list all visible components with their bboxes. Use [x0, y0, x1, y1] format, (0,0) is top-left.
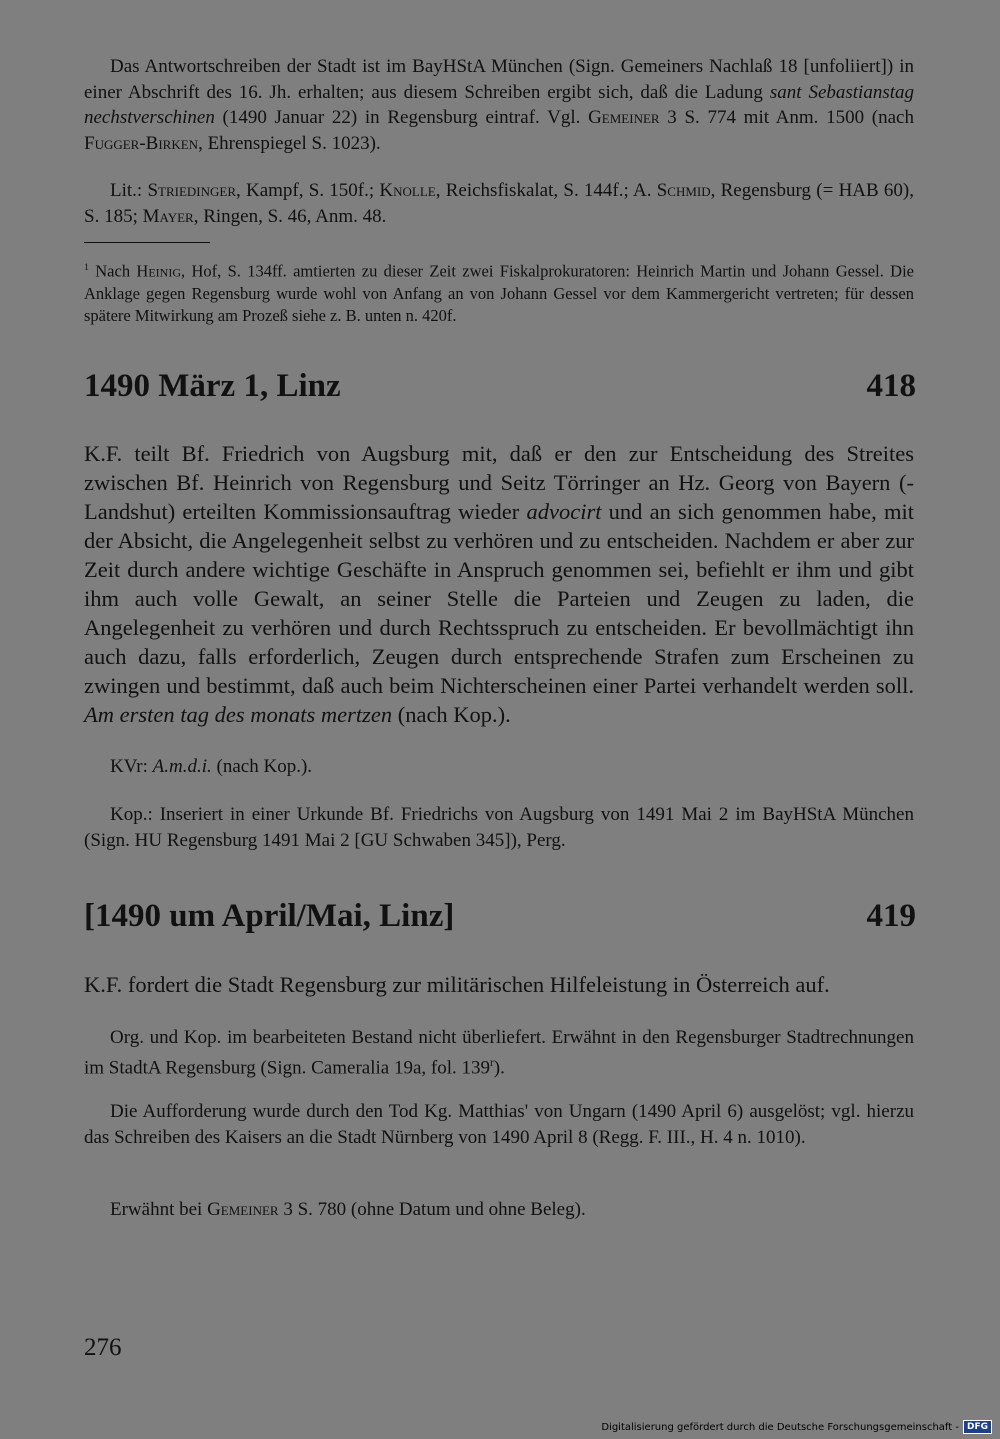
footnote-mark: 1	[84, 262, 89, 273]
entry-number: 419	[866, 898, 916, 934]
entry-title: 1490 März 1, Linz	[84, 368, 341, 404]
page-number: 276	[84, 1334, 122, 1361]
author-name: Gemeiner	[588, 107, 660, 128]
text: Org. und Kop. im bearbeiteten Bestand nicht überliefert. Erwähnt in den Regensburger Stadtrechnungen im StadtA Regensburg (Sign. Cameralia 19a, fol. 139	[84, 1027, 914, 1078]
entry-418-kop: Kop.: Inseriert in einer Urkunde Bf. Friedrichs von Augsburg von 1491 Mai 2 im BayHStA München (Sign. HU Regensburg 1491 Mai 2 [GU Schwaben 345]), Perg.	[84, 804, 914, 851]
dfg-logo-icon: DFG	[963, 1420, 992, 1434]
literature-paragraph	[84, 178, 914, 229]
text: (nach Kop.).	[211, 756, 313, 777]
author-name: Gemeiner	[207, 1199, 279, 1220]
text-italic: advocirt	[526, 499, 602, 524]
text: , Hof, S. 134ff. amtierten zu dieser Zeit zwei Fiskalprokuratoren: Heinrich Martin und Johann Gessel. Die Anklage gegen Regensburg wurde wohl von Anfang an von Johann Gessel vor dem Kammergericht vertreten; für dessen spätere Mitwirkung am Prozeß siehe z. B. unten n. 420f.	[84, 261, 914, 325]
text: (1490 Januar 22) in Regensburg eintraf. Vgl.	[214, 107, 589, 128]
text: , Reichsfiskalat, S. 144f.; A.	[435, 180, 657, 201]
entry-number: 418	[866, 368, 916, 404]
text-italic: A.m.d.i.	[152, 756, 212, 777]
text: , Kampf, S. 150f.;	[236, 180, 380, 201]
text: 3 S. 774 mit Anm. 1500 (nach	[659, 107, 914, 128]
text: 3 S. 780 (ohne Datum und ohne Beleg).	[278, 1199, 586, 1220]
footnote	[84, 257, 914, 327]
entry-419-erwaehnt	[84, 1197, 914, 1223]
text: Nach	[88, 261, 137, 281]
entry-title: [1490 um April/Mai, Linz]	[84, 898, 455, 934]
entry-419-summary: K.F. fordert die Stadt Regensburg zur militärischen Hilfeleistung in Österreich auf.	[84, 972, 830, 997]
author-name: Mayer	[142, 205, 194, 227]
author-name: Striedinger	[147, 180, 236, 201]
text-italic: Am ersten tag des monats mertzen	[84, 702, 393, 727]
intro-paragraph	[84, 54, 914, 156]
author-name: Heinig	[136, 261, 181, 281]
entry-419-heading	[84, 898, 916, 942]
text: (nach Kop.).	[392, 702, 511, 727]
text: Lit.:	[110, 180, 148, 201]
text: KVr:	[110, 756, 153, 777]
text: und an sich genommen habe, mit der Absicht, die Angelegenheit selbst zu verhören und zu entscheiden. Nachdem er aber zur Zeit durch andere wichtige Geschäfte in Anspruch genommen sei, befiehlt er ihm und gibt ihm auch volle Gewalt, an seiner Stelle die Parteien und Zeugen zu laden, die Angelegenheit zu verhören und durch Rechtsspruch zu entscheiden. Er bevollmächtigt ihn auch dazu, falls erforderlich, Zeugen durch entsprechende Strafen zum Erscheinen zu zwingen und bestimmt, daß auch beim Nichterscheinen einer Partei verhandelt werden soll.	[84, 499, 914, 698]
text: ).	[493, 1056, 505, 1078]
superscript: r	[490, 1056, 494, 1069]
text: Erwähnt bei	[110, 1199, 208, 1220]
entry-418-kvr	[84, 754, 914, 780]
funding-credit	[601, 1419, 992, 1435]
text: Das Antwortschreiben der Stadt ist im BayHStA München (Sign. Gemeiners Nachlaß 18 [unfoliiert]) in einer Abschrift des 16. Jh. erhalten; aus diesem Schreiben ergibt sich, daß die Ladung	[84, 56, 914, 103]
author-name: Schmid	[656, 180, 711, 201]
entry-418-heading	[84, 368, 916, 412]
entry-419-org	[84, 1025, 914, 1080]
author-name: Fugger-Birken	[84, 132, 199, 154]
entry-418-summary	[84, 439, 914, 729]
text: , Ehrenspiegel S. 1023).	[198, 132, 381, 154]
text: , Regensburg (= HAB 60), S. 185;	[84, 180, 915, 227]
footnote-rule	[84, 242, 210, 243]
author-name: Knolle	[379, 180, 436, 201]
text-italic: sant Sebastianstag nechstverschinen	[84, 81, 915, 128]
text: K.F. teilt Bf. Friedrich von Augsburg mit, daß er den zur Entscheidung des Streites zwischen Bf. Heinrich von Regensburg und Seitz Törringer an Hz. Georg von Bayern (-Landshut) erteilten Kommissionsauftrag wieder	[84, 441, 914, 524]
entry-419-aufforderung: Die Aufforderung wurde durch den Tod Kg. Matthias' von Ungarn (1490 April 6) ausgelöst; vgl. hierzu das Schreiben des Kaisers an die Stadt Nürnberg von 1490 April 8 (Regg. F. III., H. 4 n. 1010).	[84, 1101, 914, 1148]
credit-text: Digitalisierung gefördert durch die Deutsche Forschungsgemeinschaft -	[601, 1421, 959, 1433]
text: , Ringen, S. 46, Anm. 48.	[193, 205, 387, 227]
